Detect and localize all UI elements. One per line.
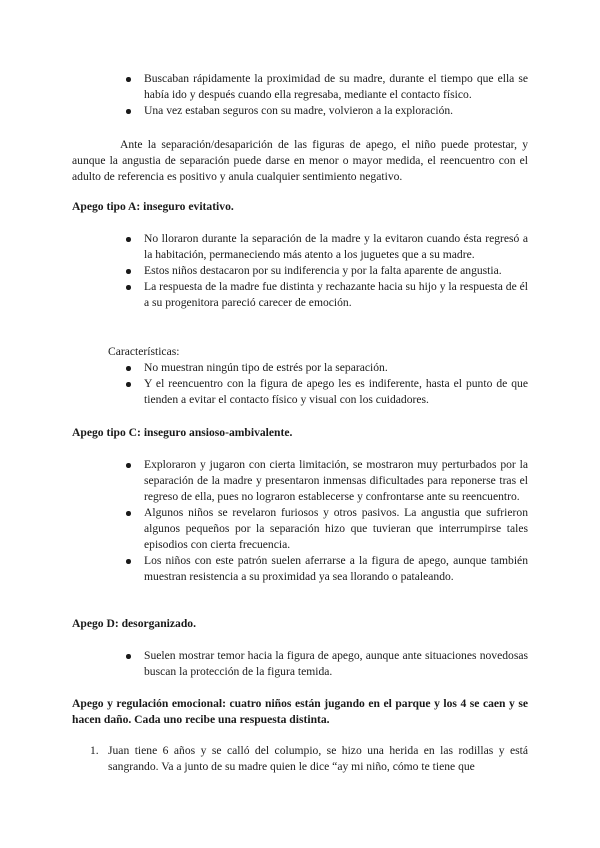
heading-apego-tipo-a: Apego tipo A: inseguro evitativo. [72, 200, 234, 213]
list-item: Buscaban rápidamente la proximidad de su madre, durante el tiempo que ella se había ido y después cuando ella regresaba, mediante el contacto físico. [120, 71, 528, 103]
heading-apego-d: Apego D: desorganizado. [72, 617, 196, 630]
list-item: No lloraron durante la separación de la madre y la evitaron cuando ésta regresó a la habitación, permaneciendo más atento a los juguetes que a su madre. [120, 231, 528, 263]
list-item: Exploraron y jugaron con cierta limitación, se mostraron muy perturbados por la separación de la madre y presentaron inmensas dificultades para reponerse tras el regreso de ella, pues no lograron establecerse y confrontarse ante su reencuentro. [120, 457, 528, 505]
list-item: No muestran ningún tipo de estrés por la separación. [120, 360, 528, 376]
list-item: Una vez estaban seguros con su madre, volvieron a la exploración. [120, 103, 528, 119]
list-item: Y el reencuentro con la figura de apego les es indiferente, hasta el punto de que tienden a evitar el contacto físico y visual con los cuidadores. [120, 376, 528, 408]
list-item: Algunos niños se revelaron furiosos y otros pasivos. La angustia que sufrieron algunos pequeños por la separación hizo que tuvieran que interrumpirse tales episodios con cierta frecuencia. [120, 505, 528, 553]
bullet-list-tipo-c [120, 457, 528, 585]
bullet-list-tipo-d [120, 648, 528, 680]
caracteristicas-label: Características: [108, 345, 180, 358]
list-item: Estos niños destacaron por su indiferencia y por la falta aparente de angustia. [120, 263, 528, 279]
heading-apego-tipo-c: Apego tipo C: inseguro ansioso-ambivalente. [72, 426, 293, 439]
bullet-list-secure [120, 71, 528, 119]
list-number: 1. [90, 744, 99, 757]
list-item-text: Juan tiene 6 años y se calló del columpio, se hizo una herida en las rodillas y está sangrando. Va a junto de su madre quien le dice “ay mi niño, cómo te tiene que [108, 744, 528, 773]
list-item: Los niños con este patrón suelen aferrarse a la figura de apego, aunque también muestran resistencia a su proximidad ya sea llorando o pataleando. [120, 553, 528, 585]
list-item [72, 743, 528, 775]
paragraph-separation: Ante la separación/desaparición de las figuras de apego, el niño puede protestar, y aunque la angustia de separación puede darse en menor o mayor medida, el reencuentro con el adulto de referencia es positivo y anula cualquier sentimiento negativo. [72, 138, 528, 183]
bullet-list-tipo-a [120, 231, 528, 311]
list-item: La respuesta de la madre fue distinta y rechazante hacia su hijo y la respuesta de él a su progenitora pareció carecer de emoción. [120, 279, 528, 311]
heading-apego-regulacion: Apego y regulación emocional: cuatro niños están jugando en el parque y los 4 se caen y se hacen daño. Cada uno recibe una respuesta distinta. [72, 697, 528, 726]
list-item: Suelen mostrar temor hacia la figura de apego, aunque ante situaciones novedosas buscan la protección de la figura temida. [120, 648, 528, 680]
bullet-list-caracteristicas [120, 360, 528, 408]
numbered-list [72, 743, 528, 775]
